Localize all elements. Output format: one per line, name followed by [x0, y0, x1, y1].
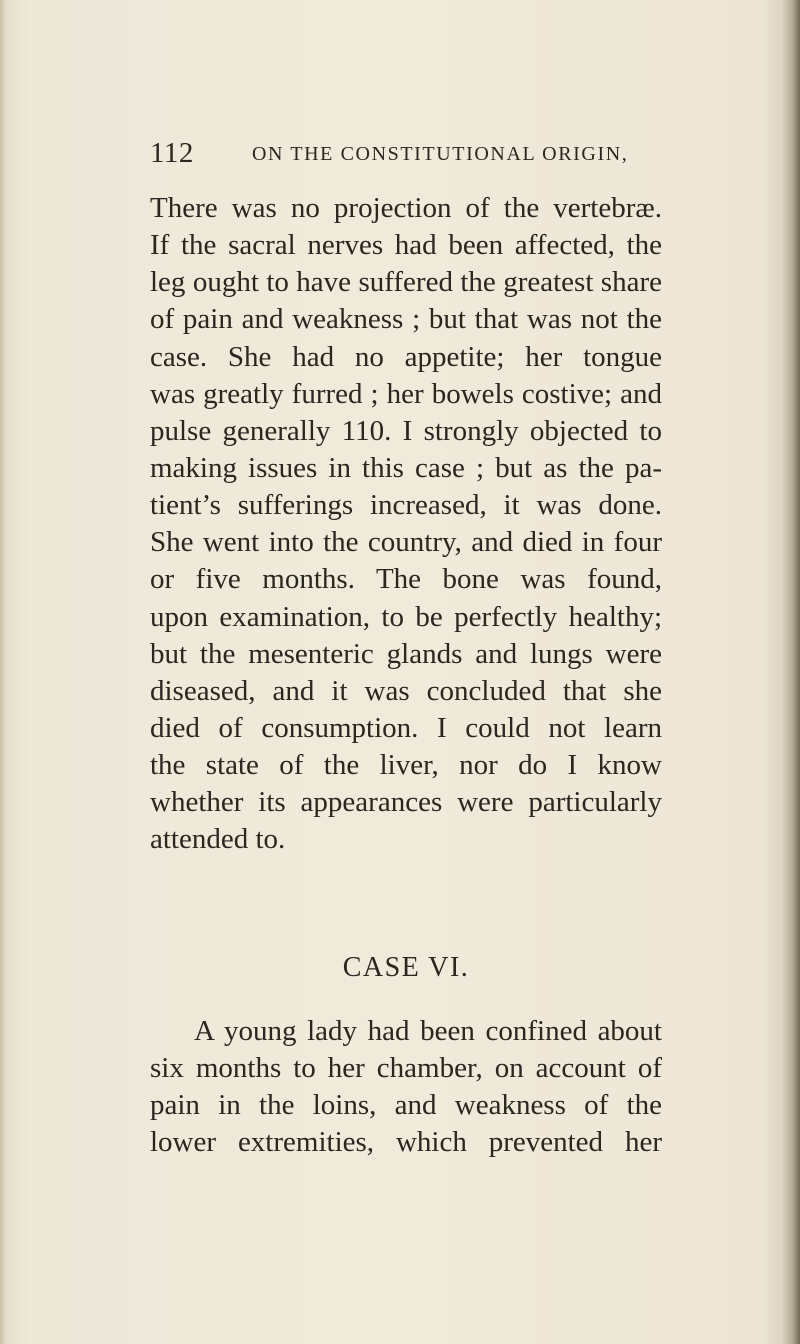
- section-heading: CASE VI.: [342, 952, 470, 983]
- page-right-edge-shadow: [782, 0, 800, 1344]
- page-number: 112: [150, 137, 194, 169]
- text-line: leg ought to have suffered the greatest share: [150, 266, 662, 299]
- text-line: She went into the country, and died in four: [150, 526, 662, 559]
- text-line: pain in the loins, and weakness of the: [150, 1089, 662, 1122]
- text-line: attended to.: [150, 823, 286, 856]
- text-line: lower extremities, which prevented her: [150, 1126, 662, 1159]
- text-line: the state of the liver, nor do I know: [150, 749, 662, 782]
- text-line: making issues in this case ; but as the pa-: [150, 451, 662, 484]
- paragraph-1: [150, 190, 662, 859]
- paragraph-2: [150, 1013, 662, 1162]
- text-line: was greatly furred ; her bowels costive; and: [150, 377, 662, 410]
- text-line: or five months. The bone was found,: [150, 563, 662, 596]
- page-left-edge: [0, 0, 6, 1344]
- page-header: [150, 137, 670, 177]
- text-line: diseased, and it was concluded that she: [150, 674, 662, 707]
- text-line: case. She had no appetite; her tongue: [150, 340, 662, 373]
- text-line: If the sacral nerves had been affected, the: [150, 229, 662, 262]
- text-line: pulse generally 110. I strongly objected to: [150, 414, 662, 447]
- text-line: upon examination, to be perfectly healthy;: [150, 600, 662, 633]
- text-line: died of consumption. I could not learn: [150, 711, 662, 744]
- text-line: but the mesenteric glands and lungs were: [150, 637, 662, 670]
- running-head: ON THE CONSTITUTIONAL ORIGIN,: [252, 143, 629, 165]
- text-line: six months to her chamber, on account of: [150, 1052, 662, 1085]
- text-line: whether its appearances were particularly: [150, 786, 662, 819]
- text-line: tient’s sufferings increased, it was done.: [150, 489, 662, 522]
- text-line: A young lady had been confined about: [194, 1015, 662, 1047]
- text-line: There was no projection of the vertebræ.: [150, 192, 662, 224]
- text-line: of pain and weakness ; but that was not the: [150, 303, 662, 336]
